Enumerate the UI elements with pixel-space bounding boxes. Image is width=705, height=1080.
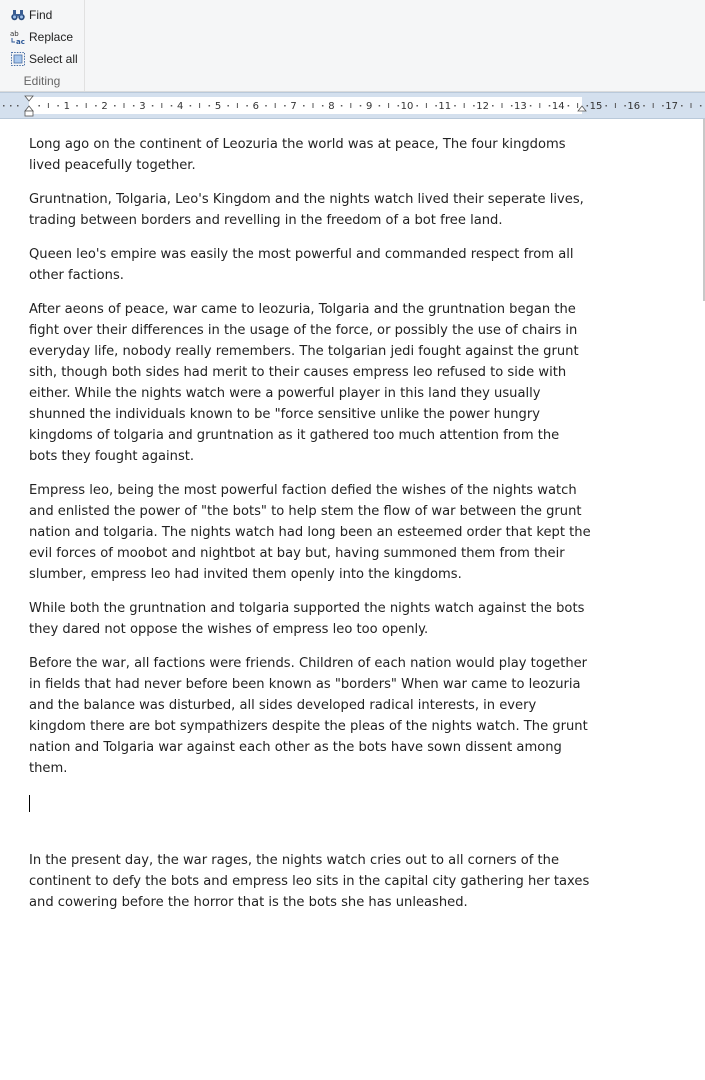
- ruler-tick: [341, 105, 343, 107]
- ruler-label: 9: [366, 101, 373, 112]
- ruler-tick: [38, 105, 40, 107]
- ruler-tick: [114, 105, 116, 107]
- ruler-label: 1: [63, 101, 70, 112]
- ruler-tick: [227, 105, 229, 107]
- ruler-label: 8: [328, 101, 335, 112]
- ruler-tick: [284, 105, 286, 107]
- document-body[interactable]: [29, 134, 591, 926]
- find-button[interactable]: [10, 5, 52, 25]
- ruler-tick: [57, 105, 59, 107]
- paragraph: Long ago on the continent of Leozuria the world was at peace, The four kingdoms lived peacefully together.: [29, 137, 566, 173]
- ruler-tick: [303, 105, 305, 107]
- ruler-tick: [662, 105, 664, 107]
- ruler-tick: [653, 103, 654, 108]
- ruler-tick: [502, 103, 503, 108]
- ruler-tick: [530, 105, 532, 107]
- ruler-tick: [171, 105, 173, 107]
- ruler-tick: [700, 105, 702, 107]
- ruler-tick: [360, 105, 362, 107]
- ruler-tick: [322, 105, 324, 107]
- ruler-tick: [605, 105, 607, 107]
- paragraph: While both the gruntnation and tolgaria supported the nights watch against the bots they dared not oppose the wishes of empress leo too openly.: [29, 601, 585, 637]
- editing-group: [0, 0, 85, 91]
- ruler-tick: [133, 105, 135, 107]
- ruler-tick: [237, 103, 238, 108]
- ruler-scale: [0, 93, 705, 118]
- ruler-tick: [454, 105, 456, 107]
- ruler-label: 12: [476, 101, 489, 112]
- ruler-tick: [691, 103, 692, 108]
- select-all-label: Select all: [29, 52, 78, 66]
- ruler-tick: [246, 105, 248, 107]
- ruler-tick: [190, 105, 192, 107]
- ruler-work-area: [29, 97, 582, 114]
- paragraph: In the present day, the war rages, the nights watch cries out to all corners of the continent to defy the bots and empress leo sits in the capital city gathering her taxes and cowering before the horror that is the bots she has unleashed.: [29, 853, 590, 910]
- ruler-label: 10: [400, 101, 414, 112]
- ruler-tick: [379, 105, 381, 107]
- editing-group-label: Editing: [23, 74, 61, 88]
- ruler-tick: [10, 105, 12, 107]
- select-all-button[interactable]: [10, 49, 78, 69]
- ruler-label: 6: [252, 101, 259, 112]
- ruler-tick: [615, 103, 616, 108]
- ruler-tick: [86, 103, 87, 108]
- ruler-tick: [95, 105, 97, 107]
- ruler-tick: [549, 105, 551, 107]
- paragraph: Empress leo, being the most powerful faction defied the wishes of the nights watch and enlisted the power of "the bots" to help stem the flow of war between the grunt nation and tolgaria. The nights watch had long been an esteemed order that kept the evil forces of moobot and nightbot at bay but, having summoned them from their slumber, empress leo had invited them openly into the kingdoms.: [29, 483, 591, 582]
- text-caret: [29, 795, 30, 812]
- replace-icon: [10, 29, 26, 45]
- ruler-tick: [464, 103, 465, 108]
- paragraph: Queen leo's empire was easily the most powerful and commanded respect from all other factions.: [29, 247, 574, 283]
- ruler-tick: [577, 103, 578, 108]
- select-all-icon: [10, 51, 26, 67]
- ruler-tick: [124, 103, 125, 108]
- ruler[interactable]: [0, 92, 705, 119]
- empty-line[interactable]: [29, 792, 591, 813]
- ruler-tick: [199, 103, 200, 108]
- ruler-tick: [17, 105, 19, 107]
- ruler-tick: [643, 105, 645, 107]
- paragraph: After aeons of peace, war came to leozuria, Tolgaria and the gruntnation began the fight over their differences in the usage of the force, or possibly the use of chairs in everyday life, nobody really remembers. The tolgarian jedi fought against the grunt sith, though both sides had merit to their causes empress leo refused to side with either. While the nights watch were a powerful player in this land they usually shunned the individuals known to be "force sensitive unlike the power hungry kingdoms of tolgaria and gruntnation as it gathered too much attention from the bots they fought against.: [29, 302, 579, 464]
- ruler-label: 11: [438, 101, 452, 112]
- ruler-tick: [398, 105, 400, 107]
- ruler-label: 17: [665, 101, 678, 112]
- ruler-tick: [265, 105, 267, 107]
- ruler-tick: [624, 105, 626, 107]
- ruler-label: 2: [101, 101, 108, 112]
- ruler-tick: [161, 103, 162, 108]
- ruler-tick: [76, 105, 78, 107]
- find-label: Find: [29, 8, 53, 22]
- ruler-label: 15: [589, 101, 603, 112]
- ruler-tick: [3, 105, 5, 107]
- ruler-label: 13: [514, 101, 527, 112]
- ruler-tick: [313, 103, 314, 108]
- ruler-tick: [492, 105, 494, 107]
- paragraph: Before the war, all factions were friends. Children of each nation would play together in fields that had never before been known as "borders" When war came to leozuria and the balance was disturbed, all sides developed radical interests, in every kingdom there are bot sympathizers despite the pleas of the nights watch. The grunt nation and Tolgaria war against each other as the bots have sown dissent among them.: [29, 656, 588, 776]
- paragraph: Gruntnation, Tolgaria, Leo's Kingdom and the nights watch lived their seperate lives, trading between borders and revelling in the freedom of a bot free land.: [29, 192, 584, 228]
- replace-button[interactable]: [10, 27, 73, 47]
- ruler-label: 7: [290, 101, 297, 112]
- ruler-tick: [435, 105, 437, 107]
- ruler-tick: [350, 103, 351, 108]
- ruler-tick: [416, 105, 418, 107]
- ruler-tick: [275, 103, 276, 108]
- ruler-tick: [152, 105, 154, 107]
- ruler-tick: [568, 105, 570, 107]
- replace-label: Replace: [29, 30, 74, 44]
- ruler-tick: [539, 103, 540, 108]
- ruler-label: 5: [214, 101, 222, 112]
- ruler-tick: [587, 105, 589, 107]
- ruler-tick: [388, 103, 389, 108]
- svg-text:ac: ac: [16, 38, 25, 45]
- ruler-tick: [209, 105, 211, 107]
- ruler-tick: [473, 105, 475, 107]
- ruler-label: 3: [139, 101, 146, 112]
- ruler-tick: [426, 103, 427, 108]
- svg-text:ab: ab: [10, 30, 19, 38]
- ruler-label: 4: [177, 101, 184, 112]
- ribbon: [0, 0, 705, 92]
- ruler-tick: [681, 105, 683, 107]
- ruler-tick: [511, 105, 513, 107]
- find-icon: [10, 7, 26, 23]
- ruler-label: 14: [551, 101, 565, 112]
- ruler-label: 16: [627, 101, 641, 112]
- ruler-tick: [48, 103, 49, 108]
